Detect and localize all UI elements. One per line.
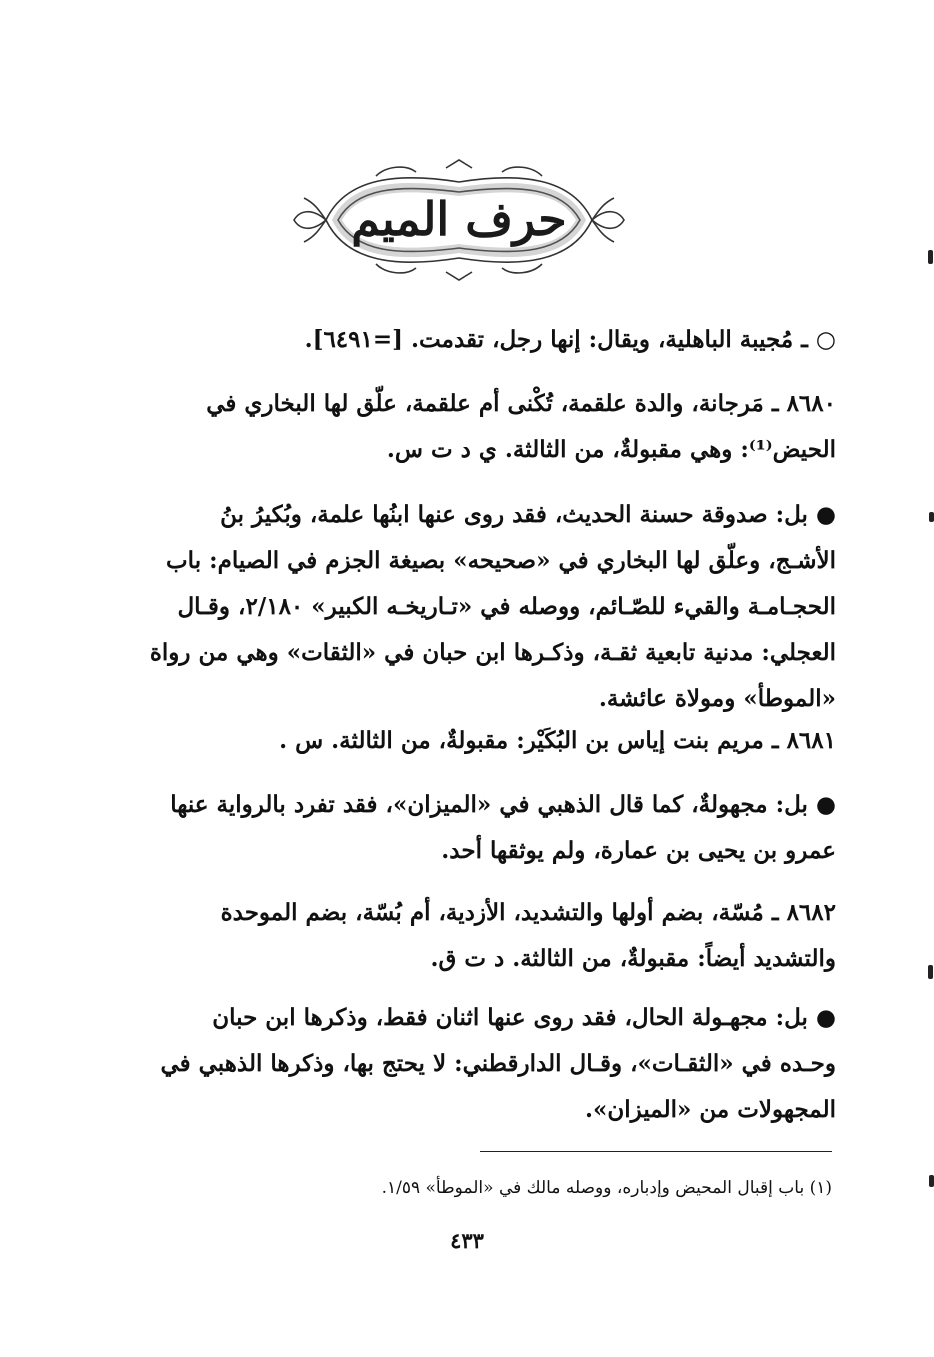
footnote-separator — [480, 1151, 832, 1152]
section-title: حرف الميم — [351, 192, 567, 246]
scan-edge-mark — [929, 512, 934, 522]
comment-line: ● بل: صدوقة حسنة الحديث، فقد روى عنها ابنُها علمة، وبُكيرُ بنُ — [220, 501, 836, 528]
entry-line: ٨٦٨٠ ـ مَرجانة، والدة علقمة، تُكْنى أم علقمة، علّق لها البخاري في — [206, 390, 836, 417]
entry-8680 — [134, 381, 836, 473]
section-header-ornament — [286, 158, 632, 282]
comment-8682 — [134, 995, 836, 1133]
entry-line: ○ ـ مُجيبة الباهلية، ويقال: إنها رجل، تقدمت. [=٦٤٩١]. — [304, 326, 836, 353]
entry-line: والتشديد أيضاً: مقبولةٌ، من الثالثة. د ت ق. — [430, 945, 836, 972]
entry-8681 — [134, 718, 836, 764]
entry-line: ٨٦٨٢ ـ مُسّة، بضم أولها والتشديد، الأزدية، أم بُسّة، بضم الموحدة — [220, 899, 836, 926]
footnote: (١) باب إقبال المحيض وإدباره، ووصله مالك في «الموطأ» ١/٥٩. — [381, 1178, 832, 1198]
entry-line: الحيض⁽¹⁾: وهي مقبولةٌ، من الثالثة. ي د ت س. — [386, 436, 836, 463]
scan-edge-mark — [928, 965, 933, 979]
entry-cross-reference — [134, 317, 836, 363]
comment-8681 — [134, 782, 836, 874]
entry-8682 — [134, 890, 836, 982]
page-number: ٤٣٣ — [450, 1228, 484, 1253]
entry-line: ٨٦٨١ ـ مريم بنت إياس بن البُكَيْر: مقبولةٌ، من الثالثة. س . — [279, 727, 836, 754]
comment-8680 — [134, 492, 836, 722]
comment-line: العجلي: مدنية تابعية ثقـة، وذكـرها ابن حبان في «الثقات» وهي من رواة — [149, 639, 836, 666]
scan-edge-mark — [929, 1175, 934, 1187]
comment-line: ● بل: مجهولةٌ، كما قال الذهبي في «الميزان»، فقد تفرد بالرواية عنها — [170, 791, 836, 818]
comment-line: وحـده في «الثقـات»، وقـال الدارقطني: لا يحتج بها، وذكرها الذهبي في — [160, 1050, 836, 1077]
comment-line: ● بل: مجهـولة الحال، فقد روى عنها اثنان فقط، وذكرها ابن حبان — [212, 1004, 836, 1031]
comment-line: «الموطأ» ومولاة عائشة. — [598, 685, 836, 712]
comment-line: المجهولات من «الميزان». — [584, 1096, 836, 1123]
comment-line: عمرو بن يحيى بن عمارة، ولم يوثقها أحد. — [441, 837, 836, 864]
comment-line: الأشـج، وعلّق لها البخاري في «صحيحه» بصيغة الجزم في الصيام: باب — [166, 547, 836, 574]
comment-line: الحجـامـة والقيء للصّـائم، ووصله في «تـاريخـه الكبير» ٢/١٨٠، وقـال — [177, 593, 836, 620]
scan-edge-mark — [928, 250, 933, 264]
